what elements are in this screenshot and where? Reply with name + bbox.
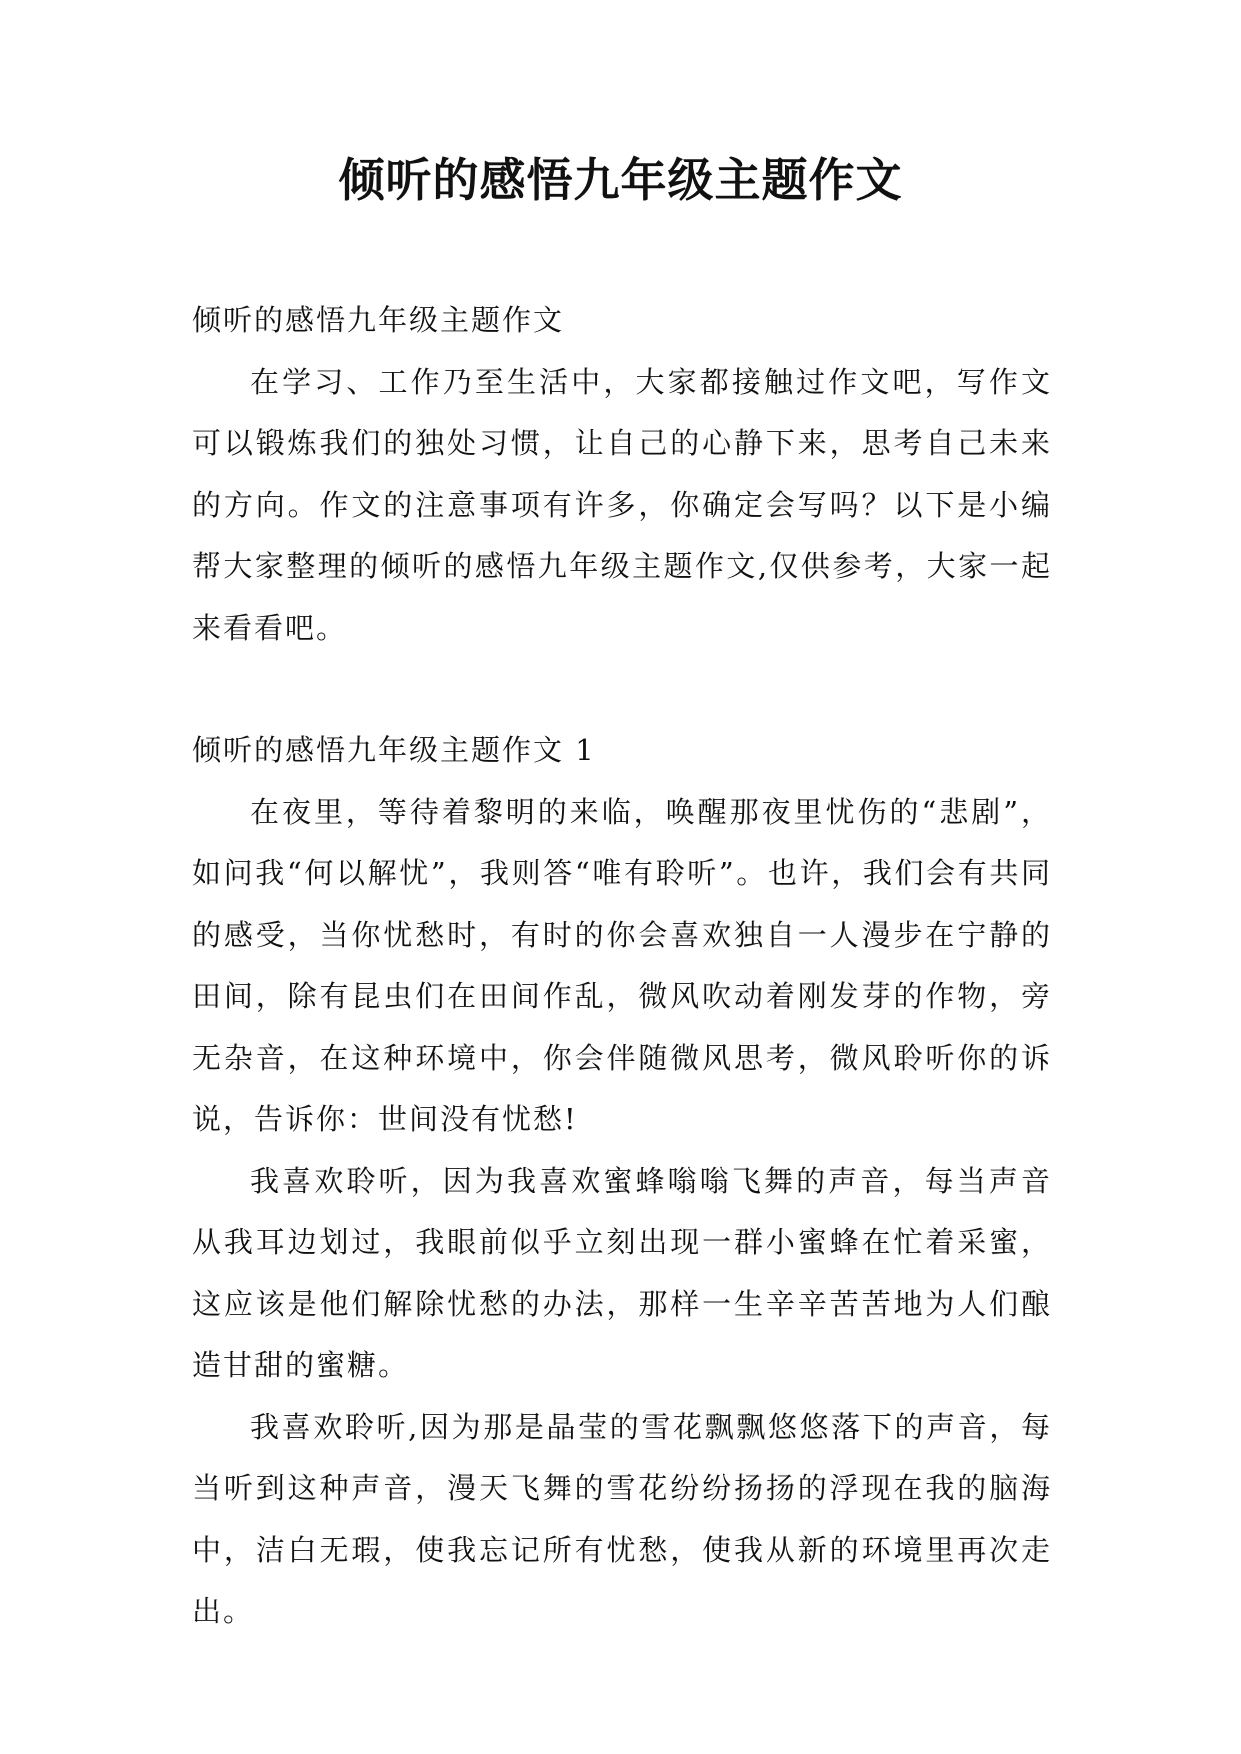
document-body [192,290,1052,1643]
essay-paragraph-1: 在夜里，等待着黎明的来临，唤醒那夜里忧伤的“悲剧”，如问我“何以解忧”，我则答“唯有聆听”。也许，我们会有共同的感受，当你忧愁时，有时的你会喜欢独自一人漫步在宁静的田间，除有昆虫们在田间作乱，微风吹动着刚发芽的作物，旁无杂音，在这种环境中，你会伴随微风思考，微风聆听你的诉说，告诉你：世间没有忧愁! [192,794,1052,1136]
intro-heading: 倾听的感悟九年级主题作文 [192,303,565,337]
essay-paragraph-3: 我喜欢聆听,因为那是晶莹的雪花飘飘悠悠落下的声音，每当听到这种声音，漫天飞舞的雪花纷纷扬扬的浮现在我的脑海中，洁白无瑕，使我忘记所有忧愁，使我从新的环境里再次走出。 [192,1409,1052,1628]
essay-heading: 倾听的感悟九年级主题作文 1 [192,733,596,767]
document-title: 倾听的感悟九年级主题作文 [338,153,903,207]
essay-paragraph-2: 我喜欢聆听，因为我喜欢蜜蜂嗡嗡飞舞的声音，每当声音从我耳边划过，我眼前似乎立刻出现一群小蜜蜂在忙着采蜜，这应该是他们解除忧愁的办法，那样一生辛辛苦苦地为人们酿造甘甜的蜜糖。 [192,1163,1052,1382]
intro-paragraph: 在学习、工作乃至生活中，大家都接触过作文吧，写作文可以锻炼我们的独处习惯，让自己的心静下来，思考自己未来的方向。作文的注意事项有许多，你确定会写吗？以下是小编帮大家整理的倾听的感悟九年级主题作文,仅供参考，大家一起来看看吧。 [192,364,1052,645]
